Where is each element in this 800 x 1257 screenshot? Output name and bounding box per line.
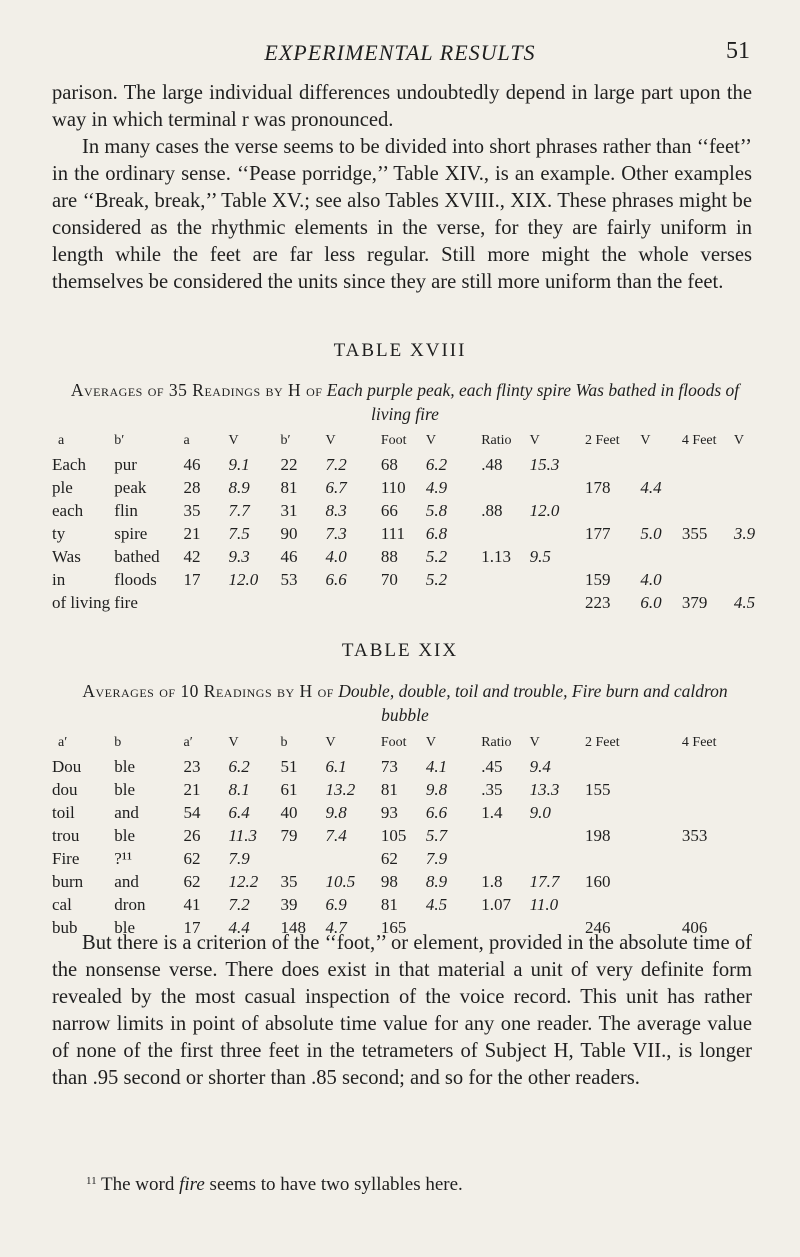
value-cell: 12.0 (529, 501, 560, 520)
value-cell: 62 (183, 872, 201, 891)
value-cell (640, 547, 682, 570)
value-cell: 7.3 (325, 524, 347, 543)
value-cell (734, 547, 772, 570)
column-header: Foot (380, 433, 407, 448)
value-cell: 110 (380, 478, 406, 497)
value-cell: 98 (380, 872, 398, 891)
value-cell: 9.3 (228, 547, 250, 566)
value-cell (640, 895, 682, 918)
value-cell: 111 (380, 524, 406, 543)
value-cell (682, 849, 734, 872)
value-cell: 17 (183, 570, 201, 589)
value-cell: 6.1 (325, 757, 347, 776)
value-cell (734, 803, 772, 826)
value-cell (585, 757, 640, 780)
value-cell: 26 (183, 826, 201, 845)
value-cell (381, 593, 426, 616)
value-cell (640, 455, 682, 478)
value-cell: 6.2 (425, 455, 448, 474)
syllable-cell: trou (52, 826, 80, 845)
value-cell (585, 547, 640, 570)
value-cell: 1.4 (481, 803, 503, 822)
value-cell: 7.2 (228, 895, 250, 914)
column-header: V (529, 433, 540, 448)
value-cell: 4.1 (425, 757, 448, 776)
syllable-cell: bathed (114, 547, 160, 566)
column-header: b′ (280, 433, 291, 448)
value-cell (325, 593, 380, 616)
value-cell: 246 (585, 918, 611, 937)
syllable-cell: fire (114, 593, 138, 612)
value-cell: 379 (681, 593, 708, 612)
syllable-cell: flin (114, 501, 138, 520)
syllable-cell: Fire (52, 849, 80, 868)
value-cell (530, 826, 585, 849)
column-header: a′ (58, 735, 68, 750)
value-cell: 7.9 (425, 849, 448, 868)
table-row (52, 849, 772, 872)
value-cell (640, 826, 682, 849)
column-header: 2 Feet (585, 735, 620, 750)
value-cell (229, 593, 281, 616)
syllable-cell: burn (52, 872, 84, 891)
value-cell (640, 849, 682, 872)
value-cell: 28 (183, 478, 201, 497)
column-header: 2 Feet (585, 433, 620, 448)
value-cell: 6.6 (425, 803, 448, 822)
value-cell: 4.4 (640, 478, 662, 497)
syllable-cell: and (114, 872, 139, 891)
paragraph-criterion: But there is a criterion of the ‘‘foot,’’ or element, provided in the absolute time of the nonsense verse. There does exist in that material a unit of very definite form revealed by the most casual inspection of the voice record. This unit has rather narrow limits in point of absolute time value for any one reader. The average value of none of the first three feet in the tetrameters of Subject H, Table VII., is longer than .95 second or shorter than .85 second; and so for the other readers. (52, 932, 752, 1089)
value-cell: 88 (380, 547, 398, 566)
value-cell: 7.5 (228, 524, 250, 543)
value-cell: 42 (183, 547, 201, 566)
value-cell: 8.3 (325, 501, 347, 520)
value-cell (481, 524, 529, 547)
value-cell (585, 455, 640, 478)
value-cell: 81 (380, 895, 398, 914)
value-cell: 4.0 (640, 570, 662, 589)
value-cell: 6.8 (425, 524, 448, 543)
syllable-cell: each (52, 501, 84, 520)
value-cell (184, 593, 229, 616)
value-cell: 79 (280, 826, 298, 845)
value-cell: 8.9 (425, 872, 448, 891)
syllable-cell: ty (52, 524, 66, 543)
table-row (52, 501, 772, 524)
value-cell: 35 (183, 501, 201, 520)
value-cell (682, 872, 734, 895)
value-cell: 17 (183, 918, 201, 937)
value-cell (426, 593, 481, 616)
value-cell (640, 757, 682, 780)
value-cell: 7.4 (325, 826, 347, 845)
syllable-cell: bub (52, 918, 78, 937)
syllable-cell: pur (114, 455, 137, 474)
table-18 (52, 433, 772, 616)
value-cell: 46 (183, 455, 201, 474)
footnote-text-before: The word (101, 1174, 175, 1195)
value-cell: 21 (183, 524, 201, 543)
value-cell (585, 501, 640, 524)
table-row (52, 757, 772, 780)
value-cell (682, 547, 734, 570)
value-cell: 21 (183, 780, 201, 799)
table-row (52, 872, 772, 895)
syllable-cell: dou (52, 780, 78, 799)
value-cell: 6.9 (325, 895, 347, 914)
value-cell: 177 (585, 524, 611, 543)
value-cell: 62 (183, 849, 201, 868)
value-cell (682, 501, 734, 524)
table-19-caption-lead: Averages of 10 Readings by H of (82, 681, 334, 701)
column-header: V (325, 433, 336, 448)
value-cell: .48 (481, 455, 503, 474)
table-19-title: TABLE XIX (341, 640, 459, 661)
column-header: V (425, 735, 436, 750)
value-cell: 51 (280, 757, 298, 776)
value-cell: 7.9 (228, 849, 250, 868)
value-cell (640, 501, 682, 524)
value-cell: 17.7 (529, 872, 560, 891)
value-cell (530, 524, 585, 547)
column-header: V (425, 433, 436, 448)
syllable-cell: Was (52, 547, 81, 566)
value-cell (682, 895, 734, 918)
syllable-cell: peak (114, 478, 147, 497)
value-cell: 178 (585, 478, 611, 497)
value-cell (734, 478, 772, 501)
value-cell: 31 (280, 501, 298, 520)
value-cell: 165 (380, 918, 407, 937)
value-cell: 105 (380, 826, 407, 845)
value-cell: .35 (481, 780, 503, 799)
value-cell (734, 780, 772, 803)
column-header: b′ (114, 433, 125, 448)
table-row (52, 826, 772, 849)
column-header: Foot (380, 735, 407, 750)
value-cell: 223 (585, 593, 611, 612)
syllable-cell: Dou (52, 757, 82, 776)
table-19-caption (60, 679, 750, 727)
value-cell: 9.8 (425, 780, 448, 799)
value-cell (734, 872, 772, 895)
value-cell: 9.4 (529, 757, 551, 776)
value-cell: 8.1 (228, 780, 250, 799)
syllable-cell: ple (52, 478, 73, 497)
value-cell (530, 478, 585, 501)
column-header: V (228, 433, 239, 448)
value-cell (682, 757, 734, 780)
value-cell: 6.2 (228, 757, 250, 776)
value-cell (682, 478, 734, 501)
value-cell: 12.2 (228, 872, 259, 891)
value-cell: 10.5 (325, 872, 356, 891)
value-cell (682, 455, 734, 478)
paragraph-continuation: parison. The large individual differences undoubtedly depend in large part upon the way in which terminal r was pronounced. (52, 82, 752, 131)
value-cell: 70 (380, 570, 398, 589)
value-cell (530, 593, 585, 616)
running-head: EXPERIMENTAL RESULTS (264, 40, 536, 65)
value-cell: 5.0 (640, 524, 662, 543)
value-cell (530, 849, 585, 872)
value-cell (481, 593, 529, 616)
syllable-cell: Each (52, 455, 86, 474)
value-cell (640, 780, 682, 803)
value-cell (530, 570, 585, 593)
value-cell (640, 872, 682, 895)
table-row (52, 478, 772, 501)
value-cell: 1.13 (481, 547, 511, 566)
value-cell: 9.5 (529, 547, 551, 566)
column-header: b (114, 735, 122, 750)
value-cell: 35 (280, 872, 298, 891)
value-cell: 68 (380, 455, 398, 474)
value-cell: 40 (280, 803, 298, 822)
value-cell: 23 (183, 757, 201, 776)
header-row (52, 433, 772, 455)
value-cell (481, 570, 529, 593)
value-cell: 159 (585, 570, 611, 589)
value-cell (585, 895, 640, 918)
value-cell: 155 (585, 780, 611, 799)
value-cell (481, 849, 529, 872)
value-cell (280, 593, 325, 616)
value-cell: 11.3 (228, 826, 258, 845)
value-cell: .45 (481, 757, 503, 776)
value-cell: 66 (380, 501, 398, 520)
value-cell: 61 (280, 780, 298, 799)
value-cell (734, 826, 772, 849)
table-row (52, 593, 772, 616)
value-cell (734, 570, 772, 593)
syllable-cell: cal (52, 895, 72, 914)
value-cell (640, 803, 682, 826)
syllable-cell: ble (114, 918, 136, 937)
syllable-cell: ?¹¹ (114, 849, 133, 868)
value-cell: 62 (380, 849, 398, 868)
table-row (52, 524, 772, 547)
value-cell: 6.4 (228, 803, 250, 822)
syllable-cell: of living (52, 593, 111, 612)
syllable-cell: spire (114, 524, 148, 543)
value-cell: 5.8 (425, 501, 448, 520)
value-cell: 4.5 (733, 593, 756, 612)
value-cell: 6.6 (325, 570, 347, 589)
value-cell: 13.2 (325, 780, 356, 799)
column-header: a (58, 433, 65, 448)
value-cell (325, 849, 380, 872)
value-cell: 1.07 (481, 895, 511, 914)
value-cell (734, 455, 772, 478)
page-number: 51 (726, 38, 750, 64)
column-header: 4 Feet (681, 433, 717, 448)
value-cell: 4.0 (325, 547, 347, 566)
value-cell: 9.8 (325, 803, 347, 822)
value-cell: 353 (681, 826, 708, 845)
value-cell: 39 (280, 895, 298, 914)
table-row (52, 803, 772, 826)
value-cell: 6.0 (640, 593, 662, 612)
value-cell: 90 (280, 524, 298, 543)
value-cell (682, 570, 734, 593)
table-18-caption-lead: Averages of 35 Readings by H of (70, 380, 323, 400)
footnote-marker: 11 (86, 1175, 97, 1187)
value-cell: 6.7 (325, 478, 347, 497)
value-cell: 4.5 (425, 895, 448, 914)
value-cell: 15.3 (529, 455, 560, 474)
value-cell: 81 (280, 478, 298, 497)
syllable-cell: ble (114, 780, 136, 799)
value-cell (734, 849, 772, 872)
value-cell: 4.4 (228, 918, 250, 937)
footnote-text-after: seems to have two syllables here. (209, 1174, 463, 1195)
column-header: a (183, 433, 190, 448)
syllable-cell: and (114, 803, 139, 822)
value-cell: 9.1 (228, 455, 250, 474)
table-row (52, 570, 772, 593)
value-cell: 22 (280, 455, 298, 474)
value-cell (585, 803, 640, 826)
value-cell: 5.2 (425, 570, 448, 589)
value-cell (682, 780, 734, 803)
footnote (86, 1174, 766, 1196)
value-cell: 73 (380, 757, 398, 776)
value-cell: 4.9 (425, 478, 448, 497)
column-header: Ratio (481, 433, 512, 448)
value-cell (481, 826, 529, 849)
value-cell: 13.3 (529, 780, 560, 799)
value-cell (481, 478, 529, 501)
header-row (52, 735, 772, 757)
syllable-cell: ble (114, 757, 136, 776)
value-cell (734, 757, 772, 780)
value-cell: 41 (183, 895, 201, 914)
value-cell: 54 (183, 803, 201, 822)
column-header: V (733, 433, 744, 448)
table-row (52, 547, 772, 570)
value-cell: 160 (585, 872, 611, 891)
syllable-cell: dron (114, 895, 146, 914)
column-header: V (529, 735, 540, 750)
table-row (52, 780, 772, 803)
value-cell: 5.7 (425, 826, 448, 845)
value-cell: 7.7 (228, 501, 250, 520)
table-18-caption (60, 378, 750, 426)
value-cell (682, 803, 734, 826)
syllable-cell: in (52, 570, 66, 589)
value-cell: 53 (280, 570, 298, 589)
column-header: V (640, 433, 651, 448)
value-cell: 11.0 (529, 895, 559, 914)
column-header: 4 Feet (681, 735, 717, 750)
value-cell: 3.9 (733, 524, 756, 543)
table-18-title: TABLE XVIII (333, 340, 467, 361)
column-header (734, 735, 772, 757)
paragraph-phrases: In many cases the verse seems to be divided into short phrases rather than ‘‘feet’’ in the ordinary sense. ‘‘Pease porridge,’’ Table XIV., is an example. Other examples are ‘‘Break, break,’’ Table XV.; see also Tables XVIII., XIX. These phrases might be considered as the rhythmic elements in the verse, for they are fairly uniform in length while the feet are far less regular. Still more might the whole verses themselves be considered the units since they are still more uniform than the feet. (52, 136, 752, 293)
value-cell: 93 (380, 803, 398, 822)
value-cell: 148 (280, 918, 306, 937)
value-cell: 7.2 (325, 455, 347, 474)
value-cell: 4.7 (325, 918, 347, 937)
table-row (52, 455, 772, 478)
value-cell: 198 (585, 826, 611, 845)
table-19 (52, 735, 772, 941)
syllable-cell: ble (114, 826, 136, 845)
value-cell: 81 (380, 780, 398, 799)
table-18-caption-verse: Each purple peak, each flinty spire Was bathed in floods of living fire (326, 380, 740, 424)
table-row (52, 895, 772, 918)
value-cell: 46 (280, 547, 298, 566)
column-header: V (325, 735, 336, 750)
column-header: V (228, 735, 239, 750)
table-19-caption-verse: Double, double, toil and trouble, Fire burn and caldron bubble (338, 681, 728, 725)
value-cell (734, 895, 772, 918)
value-cell (280, 849, 325, 872)
value-cell: 12.0 (228, 570, 259, 589)
column-header: a′ (183, 735, 193, 750)
value-cell: 355 (681, 524, 708, 543)
value-cell: 9.0 (529, 803, 551, 822)
value-cell: 1.8 (481, 872, 503, 891)
value-cell (585, 849, 640, 872)
value-cell (734, 501, 772, 524)
syllable-cell: toil (52, 803, 75, 822)
value-cell: .88 (481, 501, 503, 520)
column-header (640, 735, 682, 757)
column-header: b (280, 735, 288, 750)
value-cell: 8.9 (228, 478, 250, 497)
value-cell: 5.2 (425, 547, 448, 566)
value-cell: 406 (681, 918, 708, 937)
syllable-cell: floods (114, 570, 157, 589)
footnote-emphasis: fire (179, 1174, 205, 1195)
column-header: Ratio (481, 735, 512, 750)
